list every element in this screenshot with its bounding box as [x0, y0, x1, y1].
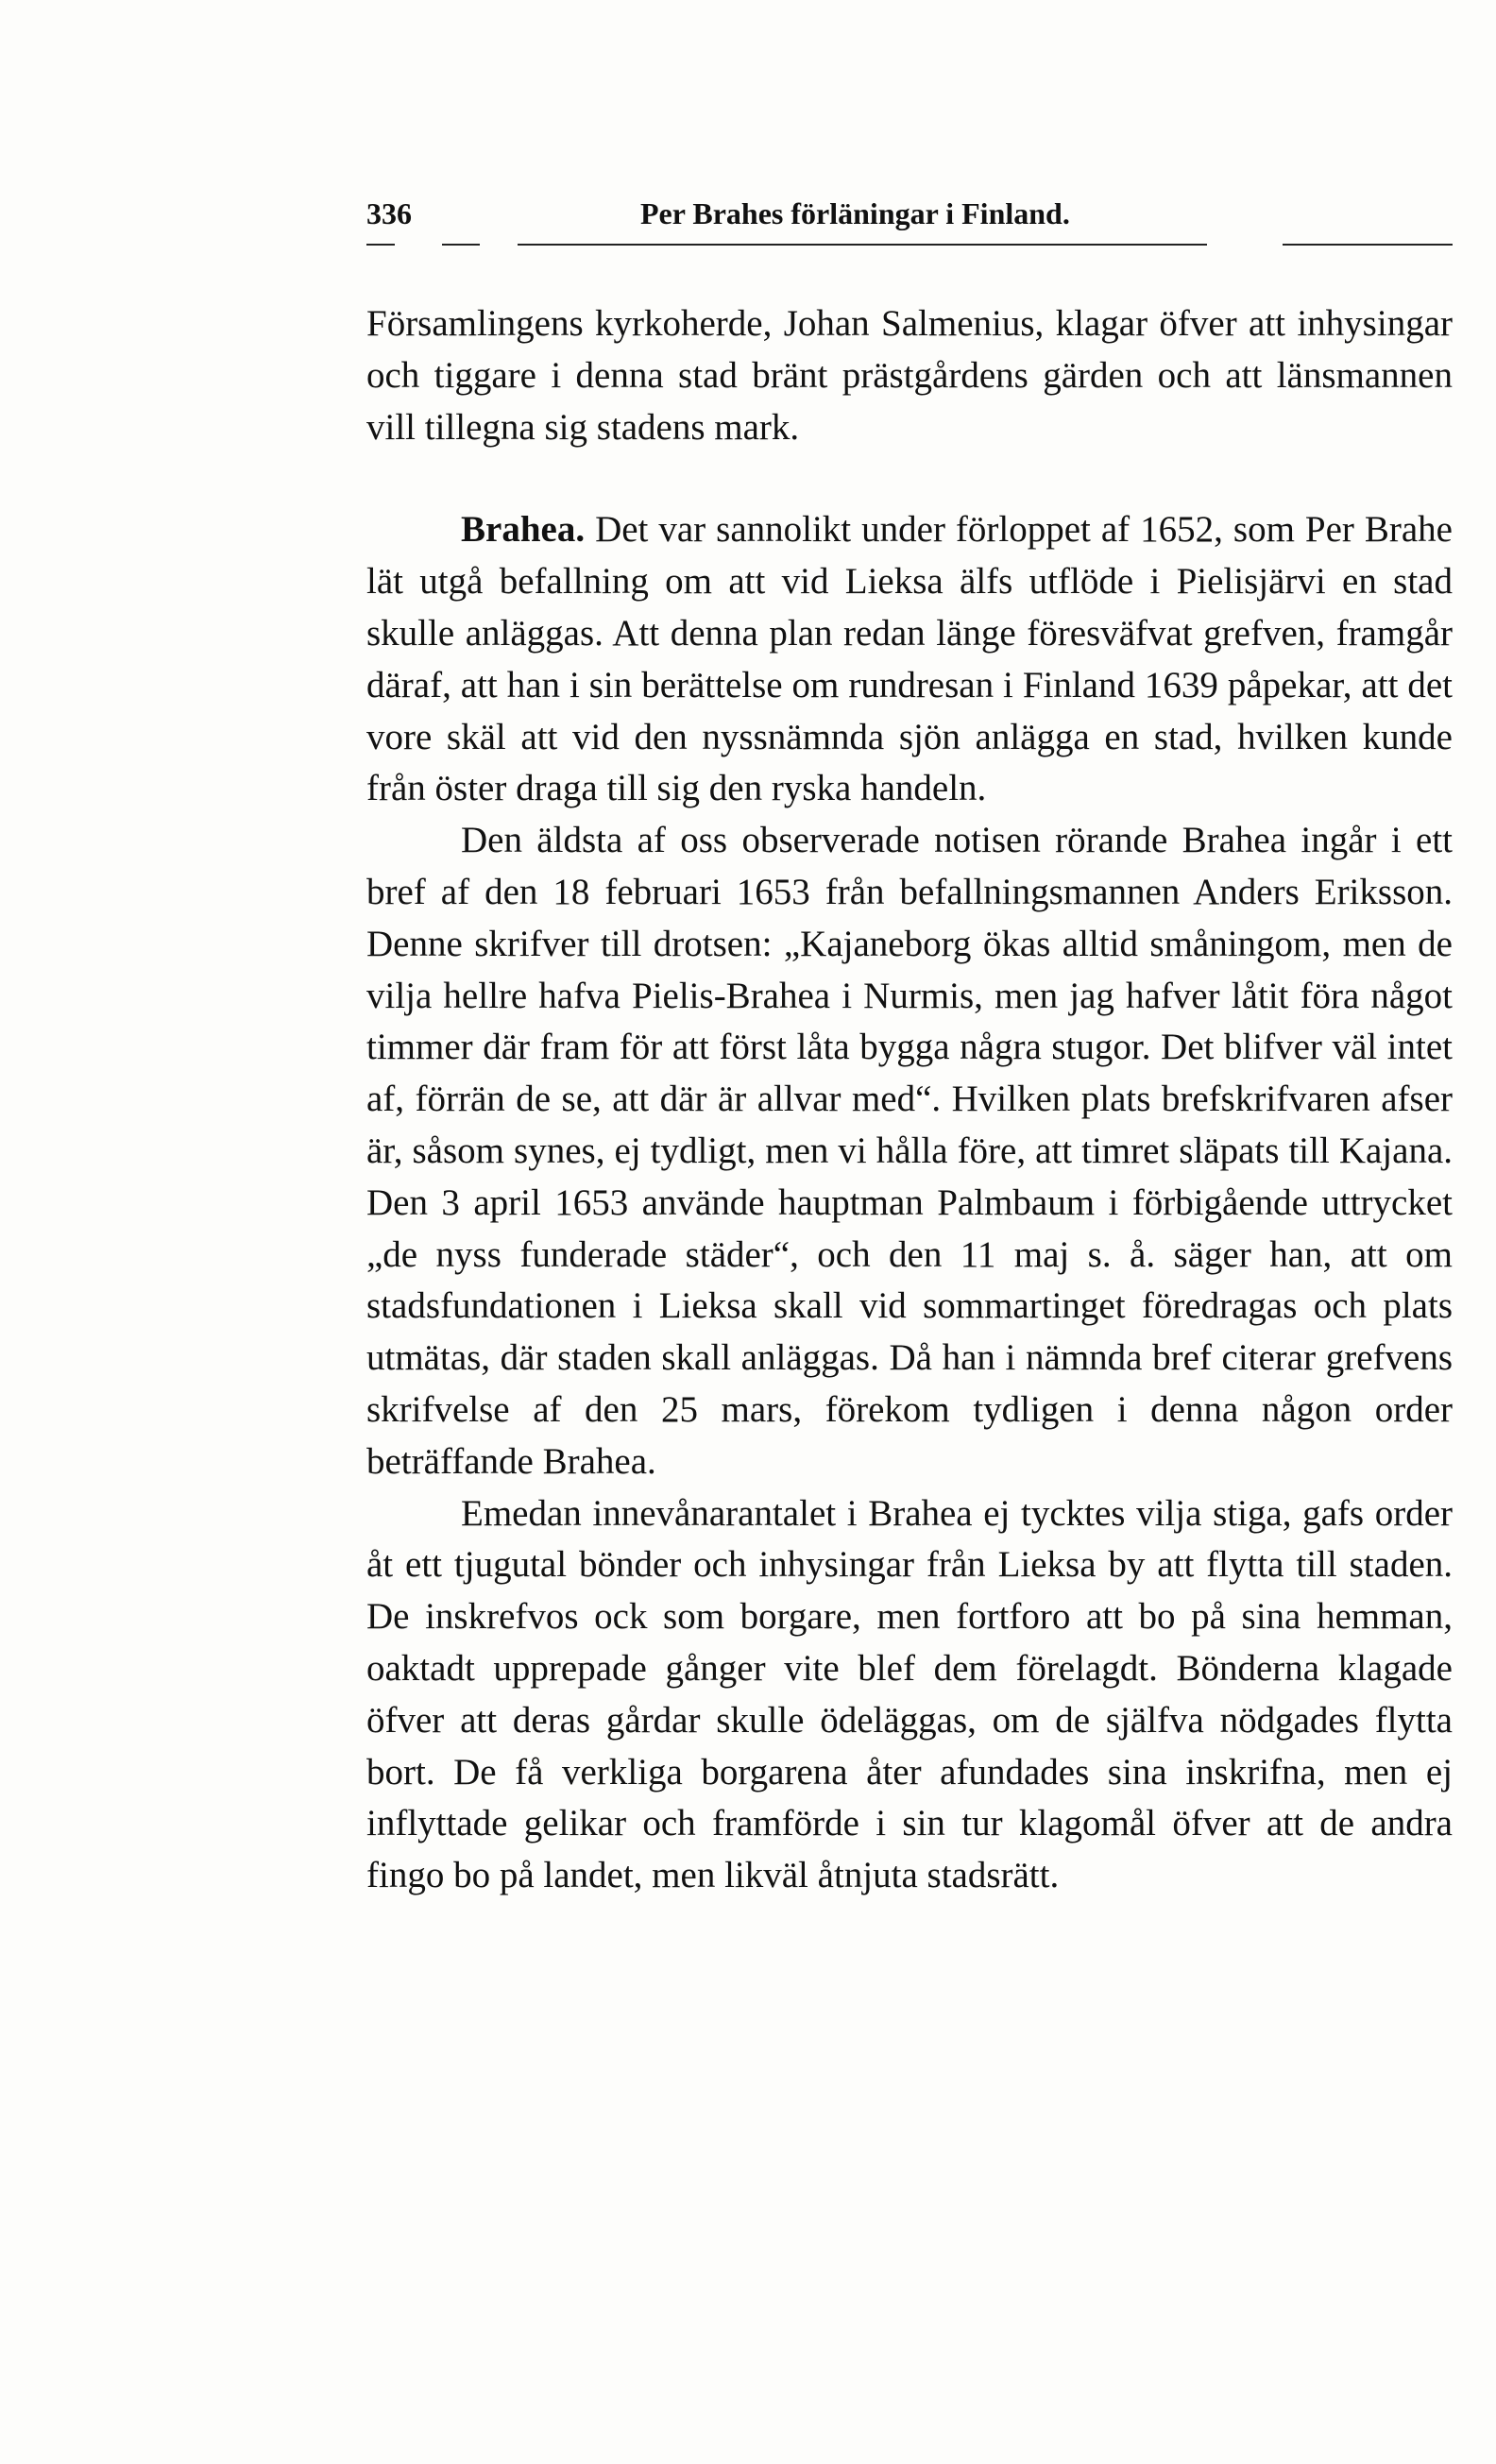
body-text	[366, 298, 1453, 1902]
page-number: 336	[366, 196, 412, 230]
paragraph-2-lead: Brahea.	[461, 509, 586, 551]
paragraph-2-text: Det var sannolikt under förloppet af 1652, som Per Brahe lät utgå befallning om att vid Lieksa älfs utflöde i Pielisjärvi en stad skulle anläggas. Att denna plan redan länge föresväfvat grefven, framgår däraf, att han i sin berättelse om rundresan i Finland 1639 påpekar, att det vore skäl att vid den nyssnämnda sjön anlägga en stad, hvilken kunde från öster draga till sig den ryska handeln.	[366, 509, 1453, 809]
paragraph-1-text: Församlingens kyrkoherde, Johan Salmenius, klagar öfver att inhysingar och tiggare i denna stad bränt prästgårdens gärden och att länsmannen vill tillegna sig stadens mark.	[366, 303, 1453, 448]
paragraph-2	[366, 504, 1453, 815]
running-title: Per Brahes förläningar i Finland.	[640, 196, 1070, 230]
paragraph-4-text: Emedan innevånarantalet i Brahea ej tycktes vilja stiga, gafs order åt ett tjugutal bönder och inhysingar från Lieksa by att flytta till staden. De inskrefvos ock som borgare, men fortforo att bo på sina hemman, oaktadt upprepade gånger vite blef dem förelagdt. Bönderna klagade öfver att deras gårdar skulle ödeläggas, om de själfva nödgades flytta bort. De få verkliga borgarena åter afundades sina inskrifna, men ej inflyttade gelikar och framförde i sin tur klagomål öfver att de andra fingo bo på landet, men likväl åtnjuta stadsrätt.	[366, 1492, 1453, 1896]
paragraph-3-text: Den äldsta af oss observerade notisen rörande Brahea ingår i ett bref af den 18 februari 1653 från befallningsmannen Anders Eriksson. Denne skrifver till drotsen: „Kajaneborg ökas alltid småningom, men de vilja hellre hafva Pielis-Brahea i Nurmis, men jag hafver låtit föra något timmer där fram för att först låta bygga några stugor. Det blifver väl intet af, förrän de se, att där är allvar med“. Hvilken plats brefskrifvaren afser är, såsom synes, ej tydligt, men vi hålla före, att timret släpats till Kajana. Den 3 april 1653 använde hauptman Palmbaum i förbigående uttrycket „de nyss funderade städer“, och den 11 maj s. å. säger han, att om stadsfundationen i Lieksa skall vid sommartinget föredragas och plats utmätas, där staden skall anläggas. Då han i nämnda bref citerar grefvens skrifvelse af den 25 mars, förekom tydligen i denna någon order beträffande Brahea.	[366, 820, 1453, 1482]
running-head	[366, 196, 1453, 253]
paragraph-4	[366, 1488, 1453, 1902]
paragraph-1	[366, 298, 1453, 453]
book-page	[366, 196, 1453, 1902]
paragraph-3	[366, 815, 1453, 1487]
header-rule	[366, 244, 1453, 246]
